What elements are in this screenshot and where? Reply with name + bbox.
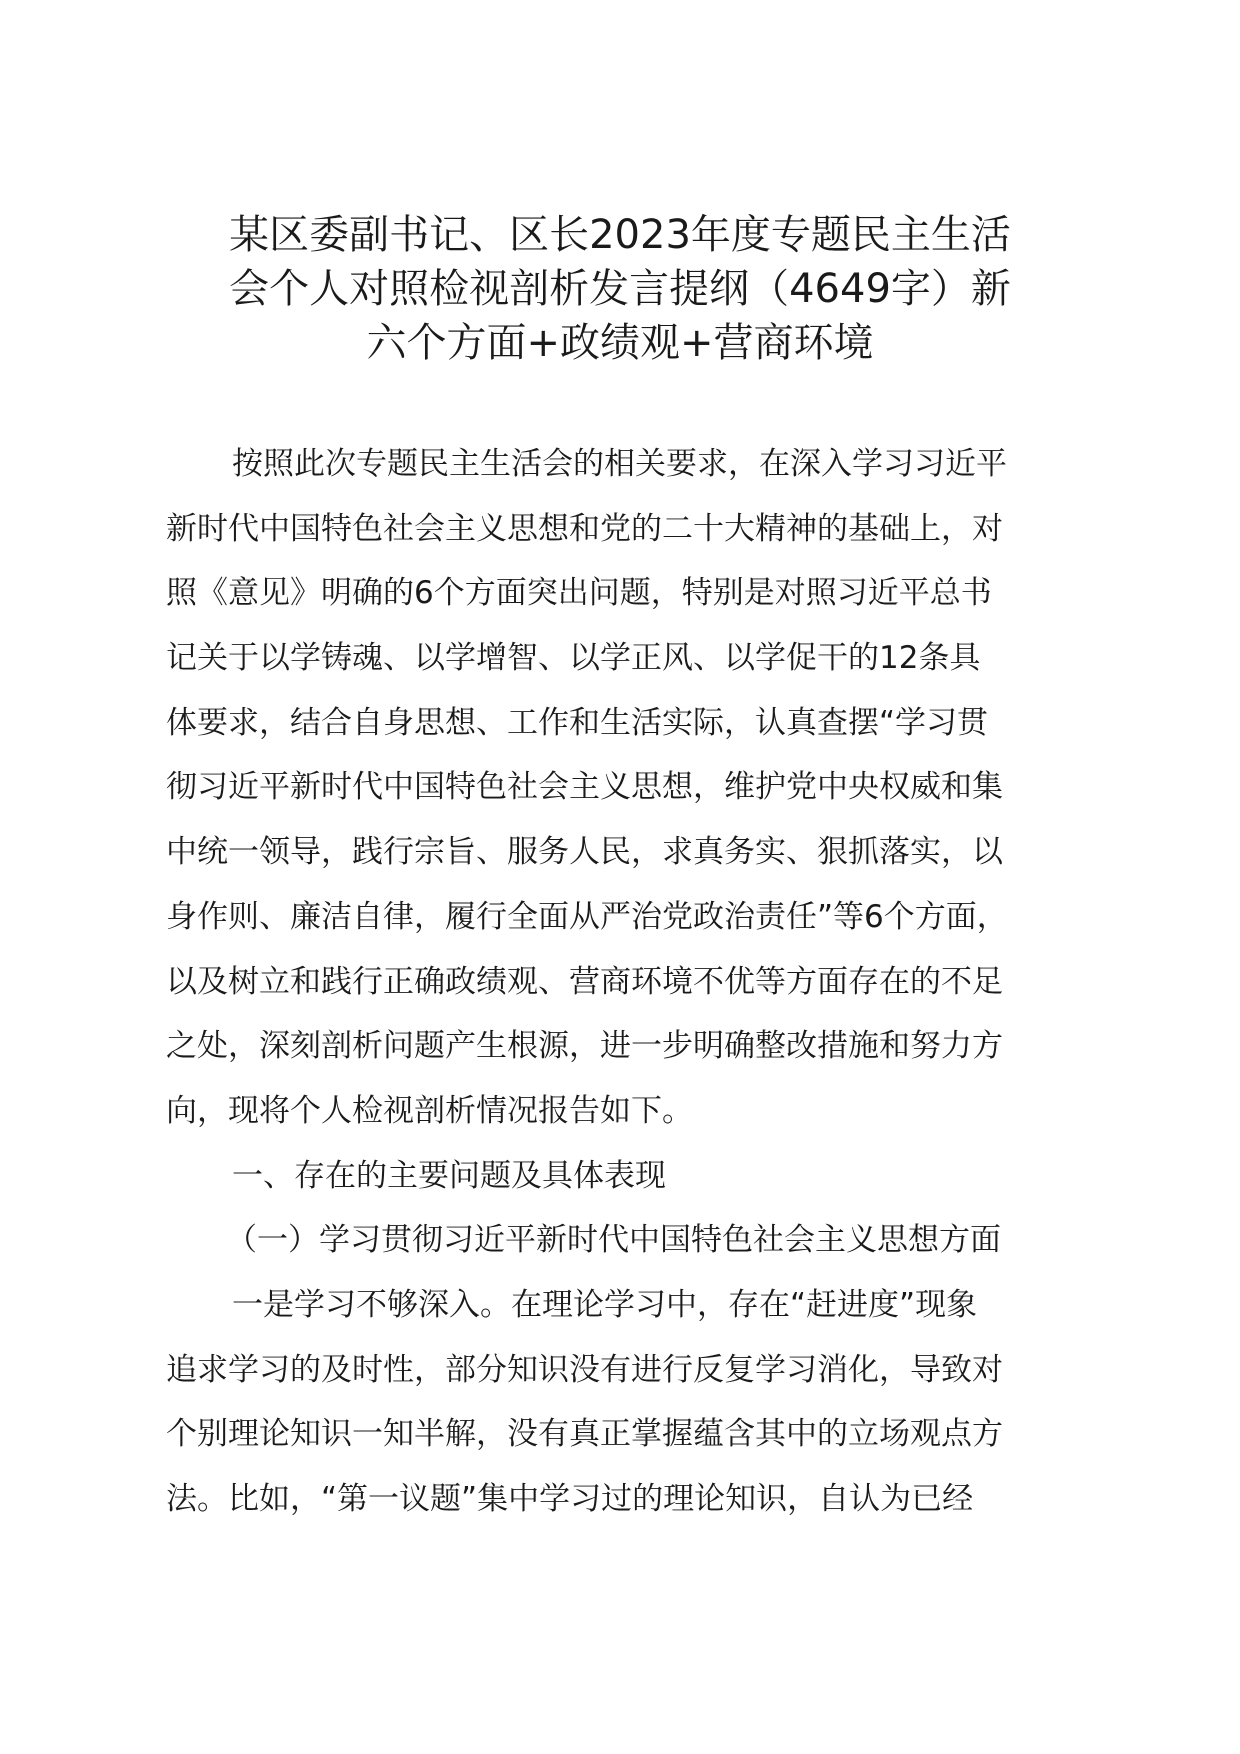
- intro-paragraph-line: 中统一领导，践行宗旨、服务人民，求真务实、狠抓落实，以: [166, 834, 1003, 871]
- point-paragraph-line: 追求学习的及时性，部分知识没有进行反复学习消化，导致对: [166, 1351, 1003, 1388]
- intro-paragraph-line: 向，现将个人检视剖析情况报告如下。: [166, 1092, 693, 1129]
- intro-paragraph-line: 之处，深刻剖析问题产生根源，进一步明确整改措施和努力方: [166, 1028, 1003, 1065]
- intro-paragraph-line: 照《意见》明确的6个方面突出问题，特别是对照习近平总书: [166, 575, 992, 612]
- point-paragraph-line: 一是学习不够深入。在理论学习中，存在“赶进度”现象: [232, 1286, 978, 1323]
- subsection-heading: （一）学习贯彻习近平新时代中国特色社会主义思想方面: [226, 1222, 1001, 1259]
- point-paragraph-line: 法。比如，“第一议题”集中学习过的理论知识，自认为已经: [166, 1481, 974, 1517]
- section-heading: 一、存在的主要问题及具体表现: [232, 1157, 666, 1194]
- intro-paragraph-line: 新时代中国特色社会主义思想和党的二十大精神的基础上，对: [166, 510, 1003, 547]
- title-line: 会个人对照检视剖析发言提纲（4649字）新: [229, 266, 1011, 312]
- intro-paragraph-line: 按照此次专题民主生活会的相关要求，在深入学习习近平: [232, 446, 1007, 482]
- document-title: [160, 208, 1080, 370]
- document-body: [166, 432, 1096, 1532]
- intro-paragraph-line: 体要求，结合自身思想、工作和生活实际，认真查摆“学习贯: [166, 704, 989, 741]
- intro-paragraph-line: 彻习近平新时代中国特色社会主义思想，维护党中央权威和集: [166, 769, 1003, 806]
- intro-paragraph-line: 记关于以学铸魂、以学增智、以学正风、以学促干的12条具: [166, 640, 981, 677]
- intro-paragraph-line: 以及树立和践行正确政绩观、营商环境不优等方面存在的不足: [166, 963, 1003, 1000]
- title-line: 六个方面+政绩观+营商环境: [366, 320, 874, 366]
- point-paragraph-line: 个别理论知识一知半解，没有真正掌握蕴含其中的立场观点方: [166, 1416, 1003, 1453]
- title-line: 某区委副书记、区长2023年度专题民主生活: [229, 212, 1011, 258]
- intro-paragraph-line: 身作则、廉洁自律，履行全面从严治党政治责任”等6个方面，: [166, 898, 1008, 935]
